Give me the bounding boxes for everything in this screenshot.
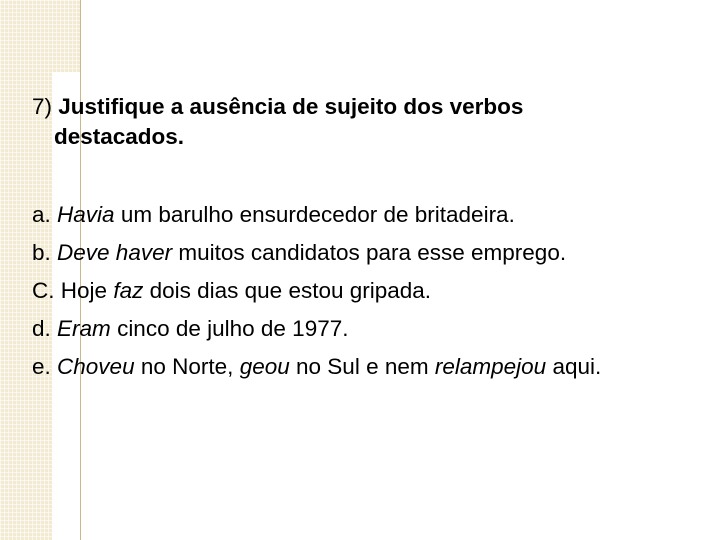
item-text: cinco de julho de 1977. — [117, 316, 349, 341]
item-prefix: Hoje — [60, 278, 108, 303]
highlighted-verb: Deve haver — [57, 240, 173, 265]
question-text: Justifique a ausência de sujeito dos verbos destacados. — [54, 94, 524, 149]
highlighted-verb: relampejou — [434, 354, 547, 379]
list-item-b — [32, 238, 650, 268]
decorative-top-corner — [52, 0, 80, 72]
list-item-c — [32, 276, 650, 306]
list-item-d — [32, 314, 650, 344]
item-marker: a. — [32, 202, 51, 227]
list-item-e — [32, 352, 650, 382]
item-text: no Norte, — [140, 354, 234, 379]
item-text: no Sul e nem — [296, 354, 429, 379]
item-text: aqui. — [552, 354, 602, 379]
question-number: 7) — [32, 94, 53, 119]
slide-content — [32, 92, 650, 390]
item-text: dois dias que estou gripada. — [149, 278, 432, 303]
highlighted-verb: Choveu — [57, 354, 135, 379]
highlighted-verb: Eram — [57, 316, 111, 341]
item-marker: b. — [32, 240, 51, 265]
item-marker: C. — [32, 278, 55, 303]
question-title — [32, 92, 650, 152]
list-item-a — [32, 200, 650, 230]
item-marker: e. — [32, 354, 51, 379]
highlighted-verb: Havia — [57, 202, 115, 227]
highlighted-verb: faz — [113, 278, 144, 303]
item-text: muitos candidatos para esse emprego. — [178, 240, 567, 265]
item-text: um barulho ensurdecedor de britadeira. — [120, 202, 515, 227]
item-marker: d. — [32, 316, 51, 341]
highlighted-verb: geou — [239, 354, 290, 379]
